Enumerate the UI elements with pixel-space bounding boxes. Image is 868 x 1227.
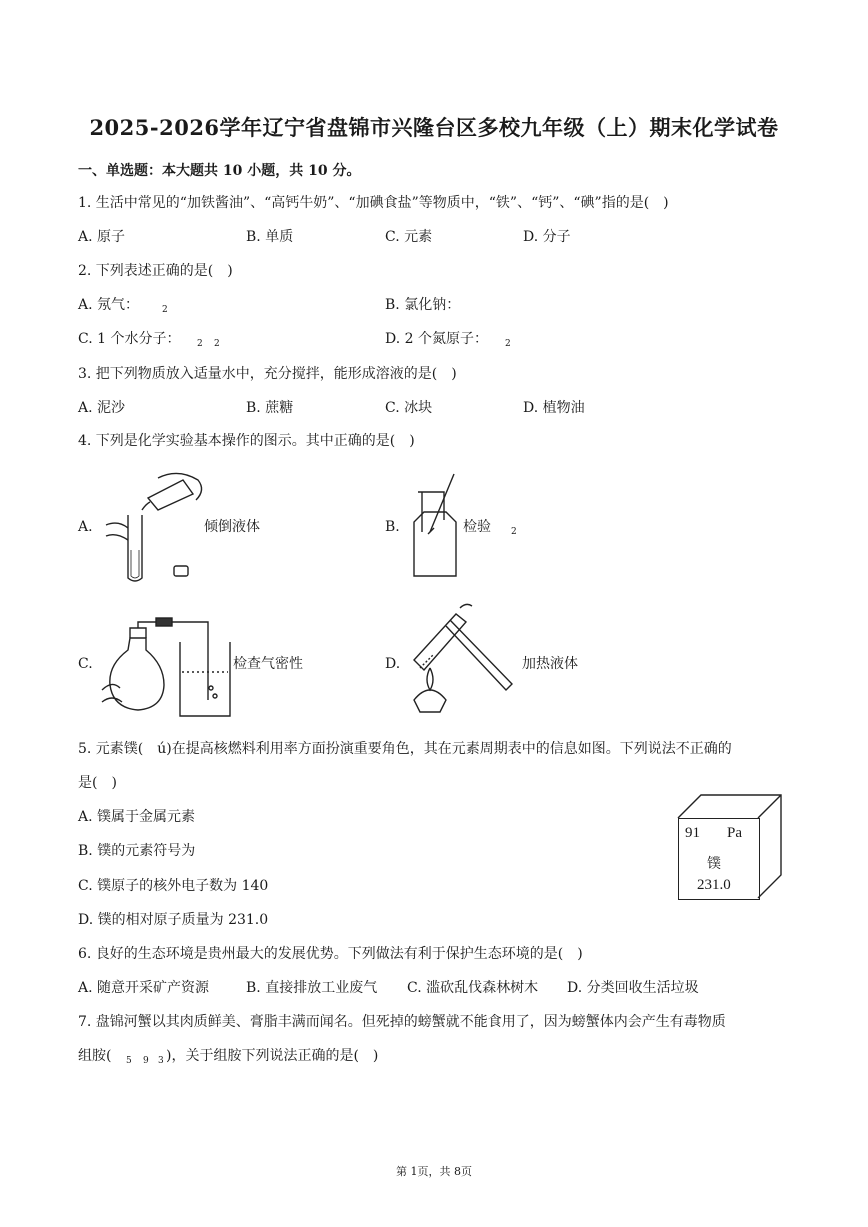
pouring-liquid-figure	[98, 470, 208, 580]
q3-option-b: B. 蔗糖	[246, 400, 294, 416]
q2-option-c: C. 1 个水分子：	[78, 331, 181, 347]
q1-option-b: B. 单质	[246, 229, 294, 245]
q2-option-a: A. 氖气：	[78, 297, 140, 313]
q3-option-d: D. 植物油	[523, 400, 585, 416]
question-7-stem-line1: 7. 盘锦河蟹以其肉质鲜美、膏脂丰满而闻名。但死掉的螃蟹就不能食用了，因为螃蟹体内会产生有毒物质	[78, 1014, 726, 1030]
question-2-stem: 2. 下列表述正确的是( )	[78, 263, 233, 279]
periodic-table-cell	[678, 818, 760, 900]
question-4-stem: 4. 下列是化学实验基本操作的图示。其中正确的是( )	[78, 433, 415, 449]
q3-option-a: A. 泥沙	[78, 400, 126, 416]
question-5-stem-line1: 5. 元素镤( ú)在提高核燃料利用率方面扮演重要角色，其在元素周期表中的信息如图。下列说法不正确的	[78, 741, 732, 757]
question-1-stem: 1. 生活中常见的“加铁酱油”、“高钙牛奶”、“加碘食盐”等物质中，“铁”、“钙”、“碘”指的是( )	[78, 195, 669, 211]
heating-liquid-figure	[400, 600, 530, 720]
q5-option-a: A. 镤属于金属元素	[78, 809, 196, 825]
q5-option-d: D. 镤的相对原子质量为 231.0	[78, 912, 269, 928]
q4-option-b-text: 检验	[463, 519, 491, 535]
q5-option-c: C. 镤原子的核外电子数为 140	[78, 878, 269, 894]
atomic-mass: 231.0	[697, 877, 731, 893]
q2-option-d: D. 2 个氮原子：	[385, 331, 488, 347]
q4-option-a-text: 倾倒液体	[204, 519, 260, 535]
q1-option-d: D. 分子	[523, 229, 571, 245]
question-6-stem: 6. 良好的生态环境是贵州最大的发展优势。下列做法有利于保护生态环境的是( )	[78, 946, 583, 962]
atomic-number: 91	[685, 825, 700, 841]
element-name: 镤	[707, 856, 721, 872]
q3-option-c: C. 冰块	[385, 400, 433, 416]
q1-option-c: C. 元素	[385, 229, 433, 245]
page-footer: 第 1页，共 8页	[396, 1165, 472, 1178]
q4-option-a-letter: A.	[78, 519, 93, 535]
question-7-stem-line2a: 组胺(	[78, 1048, 112, 1064]
q4-b-subscript: 2	[511, 527, 517, 537]
section-heading: 一、单选题：本大题共 10 小题，共 10 分。	[78, 163, 361, 179]
airtightness-check-figure	[98, 610, 238, 720]
q4-option-d-letter: D.	[385, 656, 401, 672]
q4-option-d-text: 加热液体	[522, 656, 578, 672]
gas-test-bottle-figure	[408, 472, 468, 582]
q7-subscript-2: 9	[143, 1056, 149, 1066]
q2-a-subscript: 2	[162, 305, 168, 315]
q2-c-subscript-1: 2	[197, 339, 203, 349]
q6-option-d: D. 分类回收生活垃圾	[567, 980, 699, 996]
q4-option-b-letter: B.	[385, 519, 400, 535]
q5-option-b: B. 镤的元素符号为	[78, 843, 196, 859]
q7-subscript-3: 3	[158, 1056, 164, 1066]
q1-option-a: A. 原子	[78, 229, 126, 245]
q7-subscript-1: 5	[126, 1056, 132, 1066]
question-7-stem-line2b: )，关于组胺下列说法正确的是( )	[166, 1048, 379, 1064]
q6-option-b: B. 直接排放工业废气	[246, 980, 378, 996]
element-symbol: Pa	[727, 825, 742, 841]
q2-c-subscript-2: 2	[214, 339, 220, 349]
question-3-stem: 3. 把下列物质放入适量水中，充分搅拌，能形成溶液的是( )	[78, 366, 457, 382]
q2-d-subscript: 2	[505, 339, 511, 349]
q2-option-b: B. 氯化钠：	[385, 297, 461, 313]
q4-option-c-letter: C.	[78, 656, 93, 672]
question-5-stem-line2: 是( )	[78, 775, 117, 791]
q6-option-c: C. 滥砍乱伐森林树木	[407, 980, 539, 996]
q4-option-c-text: 检查气密性	[233, 656, 303, 672]
page-title: 2025-2026学年辽宁省盘锦市兴隆台区多校九年级（上）期末化学试卷	[89, 115, 779, 140]
q6-option-a: A. 随意开采矿产资源	[78, 980, 210, 996]
